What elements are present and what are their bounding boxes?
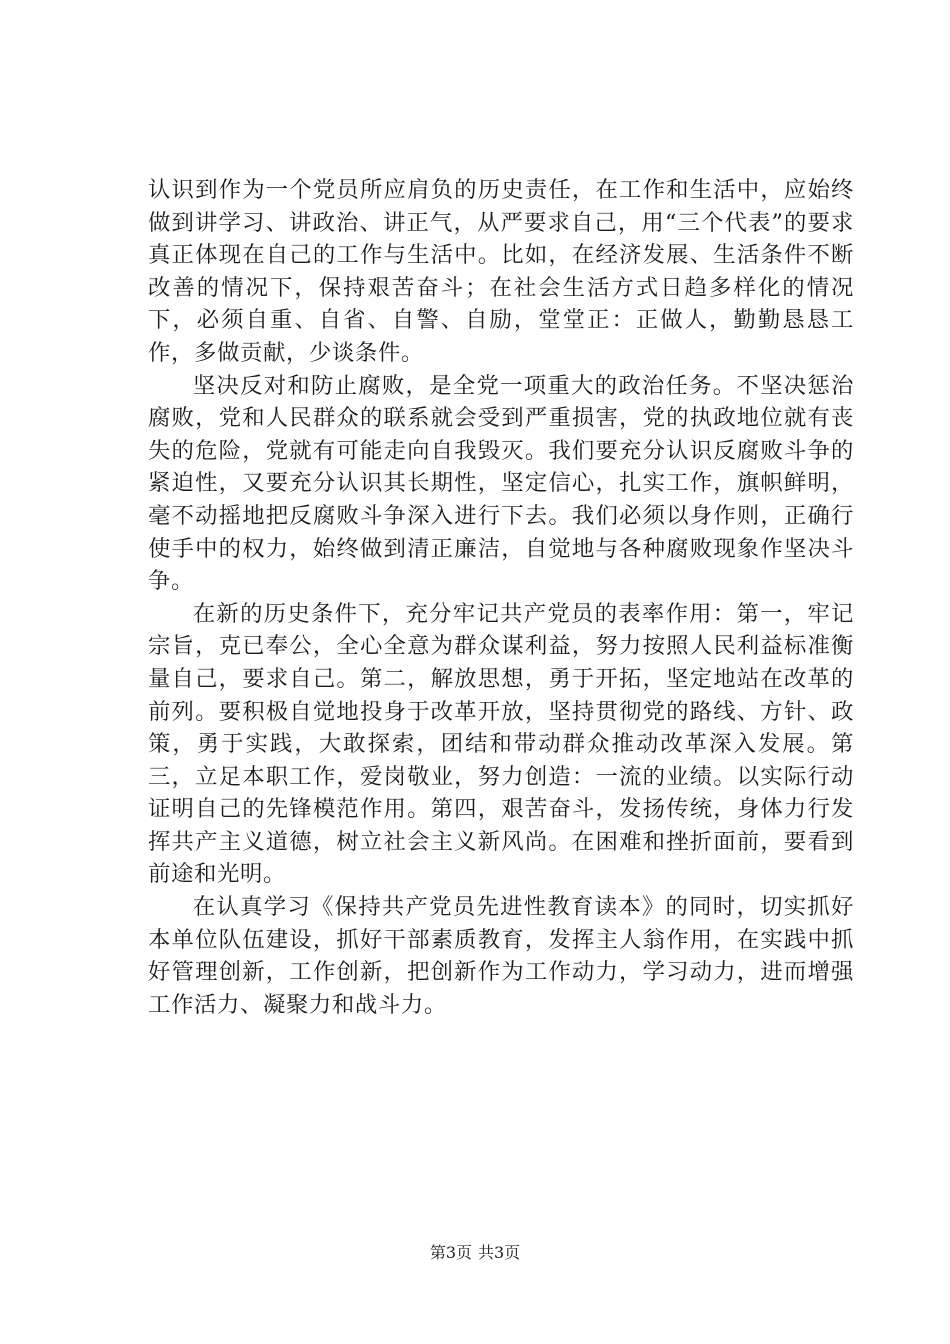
paragraph-2: 坚决反对和防止腐败，是全党一项重大的政治任务。不坚决惩治腐败，党和人民群众的联系就会受到严重损害，党的执政地位就有丧失的危险，党就有可能走向自我毁灭。我们要充分认识反腐败斗争的紧迫性，又要充分认识其长期性，坚定信心，扎实工作，旗帜鲜明，毫不动摇地把反腐败斗争深入进行下去。我们必须以身作则，正确行使手中的权力，始终做到清正廉洁，自觉地与各种腐败现象作坚决斗争。 xyxy=(148,372,854,595)
paragraph-3: 在新的历史条件下，充分牢记共产党员的表率作用：第一，牢记宗旨，克已奉公，全心全意为群众谋利益，努力按照人民利益标准衡量自己，要求自己。第二，解放思想，勇于开拓，坚定地站在改革的前列。要积极自觉地投身于改革开放，坚持贯彻党的路线、方针、政策，勇于实践，大敢探索，团结和带动群众推动改革深入发展。第三，立足本职工作，爱岗敬业，努力创造：一流的业绩。以实际行动证明自己的先锋模范作用。第四，艰苦奋斗，发扬传统，身体力行发挥共产主义道德，树立社会主义新风尚。在困难和挫折面前，要看到前途和光明。 xyxy=(148,600,854,888)
page-number: 第3页 xyxy=(429,1243,472,1262)
paragraph-1: 认识到作为一个党员所应肩负的历史责任，在工作和生活中，应始终做到讲学习、讲政治、讲正气，从严要求自己，用“三个代表”的要求真正体现在自己的工作与生活中。比如，在经济发展、生活条件不断改善的情况下，保持艰苦奋斗；在社会生活方式日趋多样化的情况下，必须自重、自省、自警、自励，堂堂正：正做人，勤勤恳恳工作，多做贡献，少谈条件。 xyxy=(148,177,854,366)
page-footer xyxy=(0,1243,950,1263)
paragraph-4: 在认真学习《保持共产党员先进性教育读本》的同时，切实抓好本单位队伍建设，抓好干部素质教育，发挥主人翁作用，在实践中抓好管理创新，工作创新，把创新作为工作动力，学习动力，进而增强工作活力、凝聚力和战斗力。 xyxy=(148,894,854,1018)
page-total: 共3页 xyxy=(478,1243,521,1262)
document-body xyxy=(148,174,854,1021)
